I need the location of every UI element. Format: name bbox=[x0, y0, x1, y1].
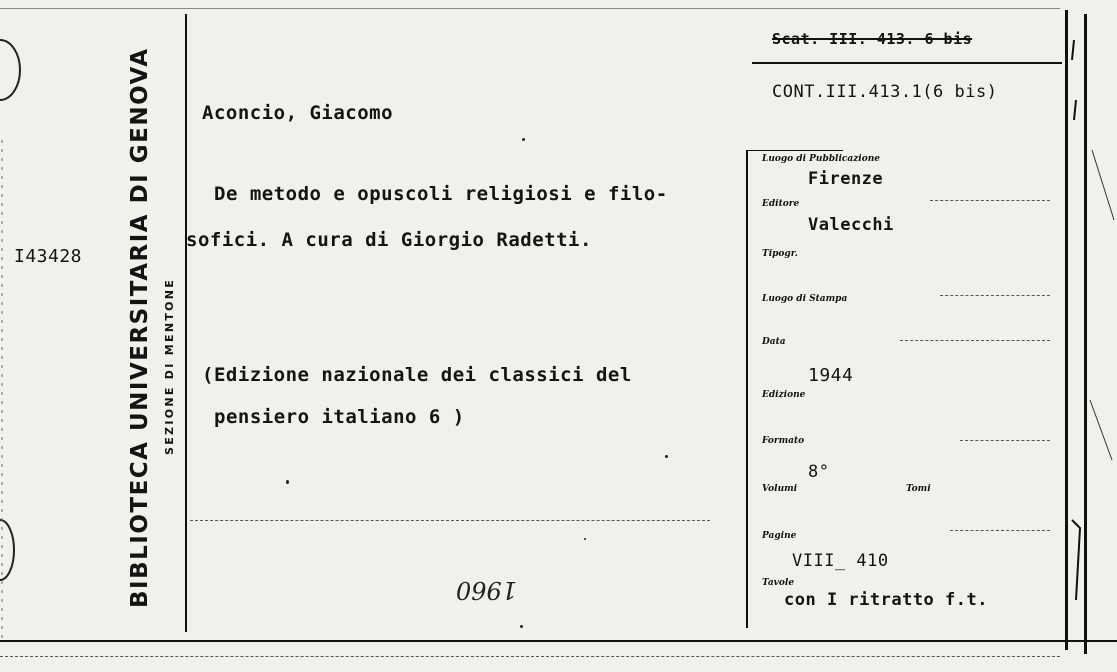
right-panel-rule bbox=[746, 150, 748, 628]
right-edge-marks bbox=[1062, 0, 1117, 672]
current-shelfmark: CONT.III.413.1(6 bis) bbox=[772, 82, 998, 102]
speck bbox=[665, 455, 668, 458]
edition-label: Edizione bbox=[762, 390, 806, 400]
library-section: SEZIONE DI MENTONE bbox=[163, 277, 176, 455]
handwritten-number: 1960 bbox=[456, 576, 518, 604]
top-edge bbox=[0, 8, 1060, 9]
pages-value: VIII_ 410 bbox=[792, 551, 889, 571]
date-label: Data bbox=[762, 337, 786, 347]
print-place-label: Luogo di Stampa bbox=[762, 294, 848, 304]
guide-line bbox=[950, 530, 1050, 531]
publisher-label: Editore bbox=[762, 199, 800, 209]
left-margin-rule bbox=[185, 14, 187, 632]
printer-label: Tipogr. bbox=[762, 249, 798, 259]
library-name: BIBLIOTECA UNIVERSITARIA DI GENOVA bbox=[127, 47, 153, 608]
guide-line bbox=[900, 340, 1050, 341]
guide-line bbox=[960, 440, 1050, 441]
tomes-label: Tomi bbox=[906, 484, 931, 494]
series-line-2: pensiero italiano 6 ) bbox=[214, 406, 465, 428]
speck bbox=[520, 625, 523, 628]
speck bbox=[286, 480, 289, 484]
bottom-rule bbox=[0, 640, 1117, 642]
plates-value: con I ritratto f.t. bbox=[784, 590, 988, 610]
format-label: Formato bbox=[762, 436, 805, 446]
guide-line bbox=[190, 520, 710, 521]
guide-line bbox=[940, 295, 1050, 296]
date-value: 1944 bbox=[808, 365, 854, 386]
shelfmark-underline bbox=[752, 62, 1062, 64]
speck bbox=[522, 138, 525, 141]
speck bbox=[584, 538, 586, 540]
format-value: 8° bbox=[808, 462, 830, 482]
place-value: Firenze bbox=[808, 169, 884, 189]
series-line-1: (Edizione nazionale dei classici del bbox=[202, 364, 632, 386]
author: Aconcio, Giacomo bbox=[202, 102, 394, 124]
title-line-1: De metodo e opuscoli religiosi e filo- bbox=[214, 183, 668, 205]
bottom-dashes bbox=[0, 656, 1060, 657]
volumes-label: Volumi bbox=[762, 484, 798, 494]
publisher-value: Valecchi bbox=[808, 215, 894, 235]
place-label: Luogo di Pubblicazione bbox=[762, 154, 880, 164]
pages-label: Pagine bbox=[762, 531, 797, 541]
inventory-number: I43428 bbox=[14, 246, 83, 267]
guide-line bbox=[930, 200, 1050, 201]
right-panel-top bbox=[748, 150, 843, 151]
punch-hole-marks bbox=[0, 0, 40, 672]
plates-label: Tavole bbox=[762, 578, 795, 588]
title-line-2: sofici. A cura di Giorgio Radetti. bbox=[186, 229, 592, 251]
struck-shelfmark: Scat. III. 413. 6 bis bbox=[772, 30, 973, 48]
